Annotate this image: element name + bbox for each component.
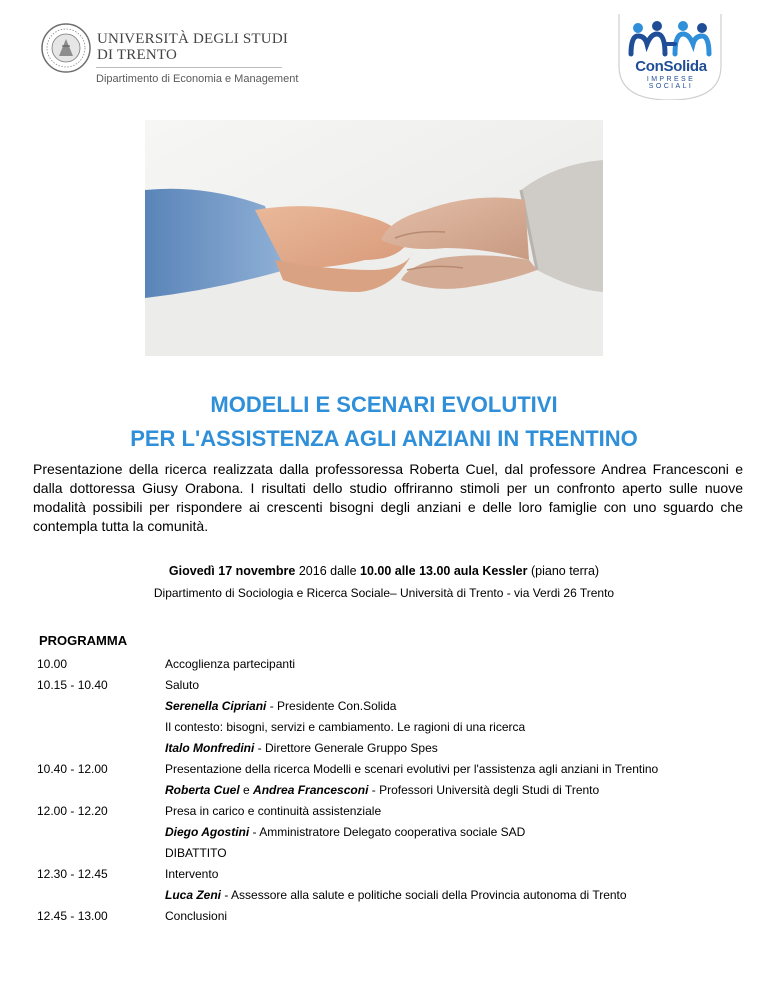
event-floor: (piano terra) — [527, 564, 600, 578]
holding-hands-illustration — [145, 120, 603, 356]
event-time-room: 10.00 alle 13.00 aula Kessler — [360, 564, 528, 578]
intro-paragraph: Presentazione della ricerca realizzata dalla professoressa Roberta Cuel, dal professore Andrea Francesconi e dalla dottoressa Giusy Orabona. I risultati dello studio offriranno stimoli per un confronto aperto sulle nuove modalità possibili per rispondere ai crescenti bisogni degli anziani e delle loro famiglie con uno sguardo che contempla tutta la comunità. — [33, 461, 743, 534]
consortium-subtitle: IMPRESE SOCIALI — [646, 76, 696, 90]
program-text: Accoglienza partecipanti — [165, 657, 296, 671]
program-heading: PROGRAMMA — [39, 633, 128, 648]
program-speaker-line — [165, 741, 438, 755]
speaker-name: Roberta Cuel — [165, 783, 240, 797]
program-speaker-line — [165, 783, 599, 797]
speaker-role: - Amministratore Delegato cooperativa sociale SAD — [249, 825, 526, 839]
title-line2: PER L'ASSISTENZA AGLI ANZIANI IN TRENTINO — [130, 426, 638, 451]
university-name-line2: DI TRENTO — [97, 47, 177, 63]
department-name: Dipartimento di Economia e Management — [96, 73, 299, 85]
speaker-role: - Presidente Con.Solida — [266, 699, 397, 713]
event-day: Giovedì 17 novembre — [168, 564, 296, 578]
program-text: Intervento — [165, 867, 219, 881]
header-divider — [96, 67, 282, 68]
speaker-name-2: Andrea Francesconi — [253, 783, 369, 797]
event-location: Dipartimento di Sociologia e Ricerca Sociale– Università di Trento - via Verdi 26 Trento — [153, 586, 615, 600]
university-name-line1: UNIVERSITÀ DEGLI STUDI — [97, 31, 289, 47]
program-speaker-line — [165, 888, 627, 902]
program-text: Il contesto: bisogni, servizi e cambiamento. Le ragioni di una ricerca — [165, 720, 526, 734]
program-text: DIBATTITO — [165, 846, 227, 860]
university-seal-logo — [40, 22, 92, 74]
program-text: Saluto — [165, 678, 200, 692]
speaker-name: Italo Monfredini — [165, 741, 255, 755]
speaker-role: - Assessore alla salute e politiche sociali della Provincia autonoma di Trento — [221, 888, 627, 902]
speaker-name: Serenella Cipriani — [165, 699, 267, 713]
title-line1: MODELLI E SCENARI EVOLUTIVI — [210, 392, 558, 417]
program-time: 12.45 - 13.00 — [37, 909, 108, 923]
speaker-role: - Direttore Generale Gruppo Spes — [254, 741, 438, 755]
program-text: Presa in carico e continuità assistenziale — [165, 804, 382, 818]
program-speaker-line — [165, 699, 396, 713]
speaker-connector: e — [239, 783, 254, 797]
speaker-role: - Professori Università degli Studi di Trento — [368, 783, 600, 797]
event-year: 2016 dalle — [295, 564, 360, 578]
university-name — [97, 31, 288, 63]
program-time: 10.40 - 12.00 — [37, 762, 108, 776]
program-text: Presentazione della ricerca Modelli e scenari evolutivi per l'assistenza agli anziani in Trentino — [165, 762, 659, 776]
program-speaker-line — [165, 825, 525, 839]
event-datetime — [0, 564, 768, 578]
consortium-name: ConSolida — [635, 58, 707, 75]
program-time: 12.00 - 12.20 — [37, 804, 108, 818]
speaker-name: Luca Zeni — [165, 888, 222, 902]
speaker-name: Diego Agostini — [165, 825, 250, 839]
program-time: 10.15 - 10.40 — [37, 678, 108, 692]
program-time: 10.00 — [37, 657, 68, 671]
holding-hands-photo — [145, 120, 603, 356]
program-time: 12.30 - 12.45 — [37, 867, 108, 881]
program-text: Conclusioni — [165, 909, 228, 923]
